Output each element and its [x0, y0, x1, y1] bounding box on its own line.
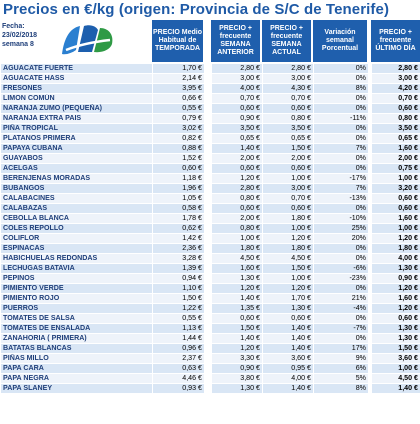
- table-row: [1, 364, 420, 374]
- variation: -10%: [314, 214, 369, 224]
- product-name: LIMON COMÚN: [1, 94, 153, 104]
- variation: 0%: [314, 134, 369, 144]
- price-ultimo-dia: 1,00 €: [372, 174, 420, 184]
- variation: 0%: [314, 314, 369, 324]
- table-row: [1, 384, 420, 394]
- price-habitual: 0,60 €: [153, 164, 205, 174]
- price-anterior: 0,60 €: [212, 164, 263, 174]
- table-row: [1, 104, 420, 114]
- price-habitual: 2,14 €: [153, 74, 205, 84]
- spacer: [205, 144, 212, 154]
- price-actual: 3,60 €: [263, 354, 314, 364]
- price-anterior: 0,60 €: [212, 204, 263, 214]
- price-anterior: 2,00 €: [212, 154, 263, 164]
- spacer: [205, 194, 212, 204]
- header-semana-actual: PRECIO + frecuente SEMANA ACTUAL: [262, 20, 312, 62]
- spacer: [205, 154, 212, 164]
- table-row: [1, 184, 420, 194]
- price-ultimo-dia: 1,00 €: [372, 224, 420, 234]
- price-anterior: 2,00 €: [212, 214, 263, 224]
- price-actual: 1,30 €: [263, 304, 314, 314]
- variation: 0%: [314, 284, 369, 294]
- product-name: CEBOLLA BLANCA: [1, 214, 153, 224]
- spacer: [205, 274, 212, 284]
- product-name: NARANJA EXTRA PAIS: [1, 114, 153, 124]
- spacer: [205, 374, 212, 384]
- price-ultimo-dia: 0,80 €: [372, 114, 420, 124]
- price-actual: 0,70 €: [263, 194, 314, 204]
- week-label: semana 8: [2, 41, 34, 48]
- product-name: PUERROS: [1, 304, 153, 314]
- price-habitual: 4,46 €: [153, 374, 205, 384]
- variation: -6%: [314, 264, 369, 274]
- price-ultimo-dia: 4,00 €: [372, 254, 420, 264]
- product-name: AGUACATE FUERTE: [1, 64, 153, 74]
- price-anterior: 0,65 €: [212, 134, 263, 144]
- spacer: [205, 184, 212, 194]
- price-ultimo-dia: 1,60 €: [372, 294, 420, 304]
- product-name: NARANJA ZUMO (PEQUEÑA): [1, 104, 153, 114]
- price-anterior: 0,70 €: [212, 94, 263, 104]
- table-row: [1, 224, 420, 234]
- spacer: [205, 294, 212, 304]
- price-actual: 0,70 €: [263, 94, 314, 104]
- table-row: [1, 204, 420, 214]
- price-actual: 2,80 €: [263, 64, 314, 74]
- product-name: PIMIENTO VERDE: [1, 284, 153, 294]
- price-ultimo-dia: 3,50 €: [372, 124, 420, 134]
- price-ultimo-dia: 3,20 €: [372, 184, 420, 194]
- product-name: BUBANGOS: [1, 184, 153, 194]
- price-ultimo-dia: 2,00 €: [372, 154, 420, 164]
- table-row: [1, 274, 420, 284]
- table-row: [1, 304, 420, 314]
- price-habitual: 2,36 €: [153, 244, 205, 254]
- price-ultimo-dia: 1,30 €: [372, 324, 420, 334]
- price-habitual: 0,88 €: [153, 144, 205, 154]
- price-ultimo-dia: 0,60 €: [372, 204, 420, 214]
- spacer: [205, 344, 212, 354]
- table-row: [1, 344, 420, 354]
- price-anterior: 3,80 €: [212, 374, 263, 384]
- price-actual: 4,00 €: [263, 374, 314, 384]
- product-name: AGUACATE HASS: [1, 74, 153, 84]
- spacer: [205, 124, 212, 134]
- price-ultimo-dia: 1,80 €: [372, 244, 420, 254]
- spacer: [205, 304, 212, 314]
- spacer: [205, 134, 212, 144]
- table-row: [1, 94, 420, 104]
- variation: 9%: [314, 354, 369, 364]
- spacer: [205, 104, 212, 114]
- price-anterior: 1,00 €: [212, 234, 263, 244]
- page-title: Precios en €/kg (origen: Provincia de S/C de Tenerife): [3, 1, 390, 18]
- variation: -4%: [314, 304, 369, 314]
- table-row: [1, 84, 420, 94]
- spacer: [205, 334, 212, 344]
- product-name: COLES REPOLLO: [1, 224, 153, 234]
- price-habitual: 1,22 €: [153, 304, 205, 314]
- price-ultimo-dia: 0,90 €: [372, 274, 420, 284]
- spacer: [205, 84, 212, 94]
- price-actual: 0,80 €: [263, 114, 314, 124]
- price-habitual: 0,66 €: [153, 94, 205, 104]
- table-row: [1, 314, 420, 324]
- variation: 8%: [314, 384, 369, 394]
- product-name: PAPAYA CUBANA: [1, 144, 153, 154]
- variation: 0%: [314, 104, 369, 114]
- price-ultimo-dia: 3,60 €: [372, 354, 420, 364]
- price-anterior: 1,30 €: [212, 274, 263, 284]
- price-actual: 0,60 €: [263, 164, 314, 174]
- table-row: [1, 354, 420, 364]
- price-habitual: 0,62 €: [153, 224, 205, 234]
- variation: 6%: [314, 364, 369, 374]
- price-anterior: 0,60 €: [212, 314, 263, 324]
- header-habitual: PRECIO Medio Habitual de TEMPORADA: [152, 20, 204, 62]
- product-name: PAPA NEGRA: [1, 374, 153, 384]
- price-ultimo-dia: 1,60 €: [372, 144, 420, 154]
- product-name: TOMATES DE SALSA: [1, 314, 153, 324]
- price-ultimo-dia: 4,50 €: [372, 374, 420, 384]
- price-ultimo-dia: 0,60 €: [372, 194, 420, 204]
- price-habitual: 3,28 €: [153, 254, 205, 264]
- price-actual: 0,60 €: [263, 204, 314, 214]
- table-row: [1, 334, 420, 344]
- table-row: [1, 144, 420, 154]
- price-actual: 1,20 €: [263, 234, 314, 244]
- price-habitual: 0,55 €: [153, 314, 205, 324]
- spacer: [205, 244, 212, 254]
- variation: 21%: [314, 294, 369, 304]
- price-anterior: 4,00 €: [212, 84, 263, 94]
- product-name: PIÑA TROPICAL: [1, 124, 153, 134]
- table-row: [1, 154, 420, 164]
- spacer: [205, 164, 212, 174]
- price-habitual: 1,44 €: [153, 334, 205, 344]
- price-habitual: 1,13 €: [153, 324, 205, 334]
- price-actual: 1,20 €: [263, 284, 314, 294]
- product-name: PLATANOS PRIMERA: [1, 134, 153, 144]
- price-actual: 1,40 €: [263, 334, 314, 344]
- price-ultimo-dia: 1,00 €: [372, 364, 420, 374]
- product-name: COLIFLOR: [1, 234, 153, 244]
- variation: 0%: [314, 204, 369, 214]
- price-anterior: 0,80 €: [212, 194, 263, 204]
- price-habitual: 1,50 €: [153, 294, 205, 304]
- price-ultimo-dia: 1,20 €: [372, 304, 420, 314]
- product-name: ESPINACAS: [1, 244, 153, 254]
- variation: 20%: [314, 234, 369, 244]
- product-name: CALABACINES: [1, 194, 153, 204]
- table-row: [1, 114, 420, 124]
- price-actual: 1,80 €: [263, 244, 314, 254]
- price-habitual: 1,70 €: [153, 64, 205, 74]
- price-anterior: 1,40 €: [212, 144, 263, 154]
- price-actual: 3,50 €: [263, 124, 314, 134]
- price-ultimo-dia: 3,00 €: [372, 74, 420, 84]
- price-anterior: 1,30 €: [212, 384, 263, 394]
- price-actual: 3,00 €: [263, 184, 314, 194]
- spacer: [205, 364, 212, 374]
- price-habitual: 1,18 €: [153, 174, 205, 184]
- variation: 0%: [314, 334, 369, 344]
- table-row: [1, 284, 420, 294]
- variation: 0%: [314, 64, 369, 74]
- price-ultimo-dia: 1,50 €: [372, 344, 420, 354]
- variation: 0%: [314, 254, 369, 264]
- price-habitual: 3,02 €: [153, 124, 205, 134]
- variation: 7%: [314, 144, 369, 154]
- price-habitual: 0,96 €: [153, 344, 205, 354]
- product-name: PAPA CARA: [1, 364, 153, 374]
- product-name: HABICHUELAS REDONDAS: [1, 254, 153, 264]
- table-row: [1, 264, 420, 274]
- spacer: [205, 214, 212, 224]
- price-actual: 1,50 €: [263, 264, 314, 274]
- spacer: [205, 354, 212, 364]
- price-ultimo-dia: 1,60 €: [372, 214, 420, 224]
- price-anterior: 3,50 €: [212, 124, 263, 134]
- header-semana-anterior: PRECIO + frecuente SEMANA ANTERIOR: [211, 20, 261, 62]
- price-anterior: 1,20 €: [212, 284, 263, 294]
- price-ultimo-dia: 1,20 €: [372, 234, 420, 244]
- price-habitual: 0,93 €: [153, 384, 205, 394]
- table-row: [1, 234, 420, 244]
- price-habitual: 0,82 €: [153, 134, 205, 144]
- table-row: [1, 124, 420, 134]
- price-habitual: 1,78 €: [153, 214, 205, 224]
- price-anterior: 0,90 €: [212, 114, 263, 124]
- brand-logo-icon: [56, 20, 118, 58]
- price-anterior: 1,35 €: [212, 304, 263, 314]
- price-habitual: 1,05 €: [153, 194, 205, 204]
- price-anterior: 1,60 €: [212, 264, 263, 274]
- table-row: [1, 374, 420, 384]
- product-name: BATATAS BLANCAS: [1, 344, 153, 354]
- price-actual: 0,60 €: [263, 314, 314, 324]
- spacer: [205, 174, 212, 184]
- price-actual: 1,50 €: [263, 144, 314, 154]
- price-anterior: 1,80 €: [212, 244, 263, 254]
- date-label: Fecha:: [2, 23, 25, 30]
- price-ultimo-dia: 0,60 €: [372, 314, 420, 324]
- table-row: [1, 164, 420, 174]
- price-ultimo-dia: 0,75 €: [372, 164, 420, 174]
- variation: -11%: [314, 114, 369, 124]
- price-habitual: 1,42 €: [153, 234, 205, 244]
- table-row: [1, 174, 420, 184]
- variation: 25%: [314, 224, 369, 234]
- price-actual: 1,70 €: [263, 294, 314, 304]
- spacer: [205, 384, 212, 394]
- spacer: [205, 234, 212, 244]
- spacer: [205, 204, 212, 214]
- price-actual: 1,80 €: [263, 214, 314, 224]
- variation: -13%: [314, 194, 369, 204]
- price-habitual: 1,96 €: [153, 184, 205, 194]
- price-actual: 0,60 €: [263, 104, 314, 114]
- price-habitual: 0,94 €: [153, 274, 205, 284]
- spacer: [205, 314, 212, 324]
- price-ultimo-dia: 1,30 €: [372, 334, 420, 344]
- price-ultimo-dia: 0,60 €: [372, 104, 420, 114]
- product-name: BERENJENAS MORADAS: [1, 174, 153, 184]
- price-ultimo-dia: 0,65 €: [372, 134, 420, 144]
- variation: 0%: [314, 164, 369, 174]
- header-ultimo-dia: PRECIO + frecuente ÚLTIMO DÍA: [371, 20, 420, 62]
- spacer: [205, 254, 212, 264]
- price-actual: 1,40 €: [263, 384, 314, 394]
- price-anterior: 3,00 €: [212, 74, 263, 84]
- price-habitual: 0,79 €: [153, 114, 205, 124]
- product-name: ZANAHORIA ( PRIMERA): [1, 334, 153, 344]
- price-habitual: 0,55 €: [153, 104, 205, 114]
- price-actual: 3,00 €: [263, 74, 314, 84]
- price-habitual: 3,95 €: [153, 84, 205, 94]
- variation: -23%: [314, 274, 369, 284]
- price-actual: 2,00 €: [263, 154, 314, 164]
- price-actual: 0,95 €: [263, 364, 314, 374]
- price-anterior: 2,80 €: [212, 64, 263, 74]
- product-name: FRESONES: [1, 84, 153, 94]
- product-name: TOMATES DE ENSALADA: [1, 324, 153, 334]
- table-row: [1, 214, 420, 224]
- product-name: PIÑAS MILLO: [1, 354, 153, 364]
- price-anterior: 1,40 €: [212, 294, 263, 304]
- spacer: [205, 94, 212, 104]
- table-row: [1, 324, 420, 334]
- price-ultimo-dia: 2,80 €: [372, 64, 420, 74]
- price-actual: 1,00 €: [263, 274, 314, 284]
- variation: 0%: [314, 74, 369, 84]
- table-row: [1, 194, 420, 204]
- product-name: CALABAZAS: [1, 204, 153, 214]
- product-name: PAPA SLANEY: [1, 384, 153, 394]
- price-actual: 4,30 €: [263, 84, 314, 94]
- price-anterior: 1,20 €: [212, 174, 263, 184]
- table-row: [1, 254, 420, 264]
- price-ultimo-dia: 1,20 €: [372, 284, 420, 294]
- spacer: [205, 74, 212, 84]
- table-row: [1, 244, 420, 254]
- price-habitual: 0,63 €: [153, 364, 205, 374]
- date-value: 23/02/2018: [2, 32, 38, 39]
- column-gap: [368, 63, 371, 424]
- table-row: [1, 134, 420, 144]
- price-ultimo-dia: 4,20 €: [372, 84, 420, 94]
- variation: 7%: [314, 184, 369, 194]
- price-anterior: 0,90 €: [212, 364, 263, 374]
- price-anterior: 4,50 €: [212, 254, 263, 264]
- variation: 8%: [314, 84, 369, 94]
- price-habitual: 1,39 €: [153, 264, 205, 274]
- variation: 0%: [314, 154, 369, 164]
- price-anterior: 1,50 €: [212, 324, 263, 334]
- spacer: [205, 114, 212, 124]
- spacer: [205, 264, 212, 274]
- price-anterior: 1,40 €: [212, 334, 263, 344]
- price-actual: 4,50 €: [263, 254, 314, 264]
- product-name: LECHUGAS BATAVIA: [1, 264, 153, 274]
- price-actual: 1,00 €: [263, 224, 314, 234]
- spacer: [205, 324, 212, 334]
- variation: 17%: [314, 344, 369, 354]
- table-row: [1, 64, 420, 74]
- spacer: [205, 224, 212, 234]
- price-anterior: 0,60 €: [212, 104, 263, 114]
- price-actual: 1,00 €: [263, 174, 314, 184]
- price-table: [0, 63, 420, 394]
- spacer: [205, 64, 212, 74]
- variation: -17%: [314, 174, 369, 184]
- variation: -7%: [314, 324, 369, 334]
- price-actual: 1,40 €: [263, 324, 314, 334]
- price-anterior: 2,80 €: [212, 184, 263, 194]
- price-habitual: 0,58 €: [153, 204, 205, 214]
- product-name: GUAYABOS: [1, 154, 153, 164]
- price-habitual: 1,10 €: [153, 284, 205, 294]
- variation: 0%: [314, 94, 369, 104]
- price-actual: 1,40 €: [263, 344, 314, 354]
- table-row: [1, 74, 420, 84]
- product-name: PEPINOS: [1, 274, 153, 284]
- table-row: [1, 294, 420, 304]
- product-name: ACELGAS: [1, 164, 153, 174]
- variation: 5%: [314, 374, 369, 384]
- price-anterior: 3,30 €: [212, 354, 263, 364]
- price-anterior: 0,80 €: [212, 224, 263, 234]
- product-name: PIMIENTO ROJO: [1, 294, 153, 304]
- price-anterior: 1,20 €: [212, 344, 263, 354]
- price-habitual: 1,52 €: [153, 154, 205, 164]
- price-ultimo-dia: 1,40 €: [372, 384, 420, 394]
- variation: 0%: [314, 124, 369, 134]
- variation: 0%: [314, 244, 369, 254]
- spacer: [205, 284, 212, 294]
- price-ultimo-dia: 1,30 €: [372, 264, 420, 274]
- header-variacion: Variación semanal Porcentual: [313, 20, 368, 62]
- price-actual: 0,65 €: [263, 134, 314, 144]
- price-ultimo-dia: 0,70 €: [372, 94, 420, 104]
- price-habitual: 2,37 €: [153, 354, 205, 364]
